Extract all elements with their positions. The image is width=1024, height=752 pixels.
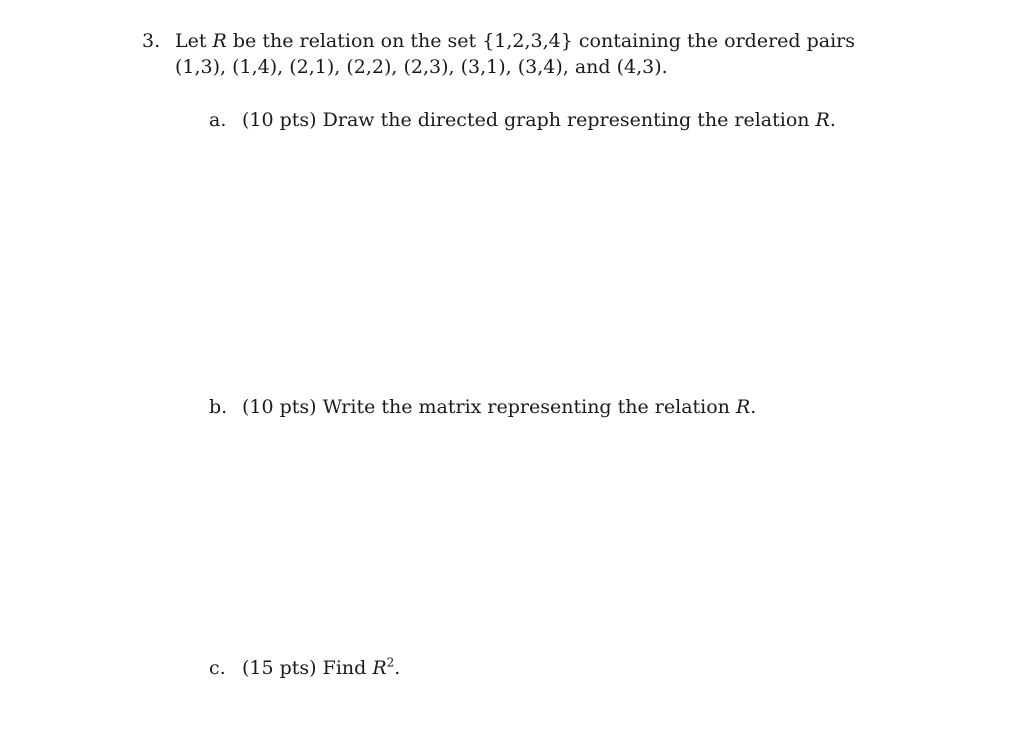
part-b-question xyxy=(242,394,909,420)
problem-line-2: (1,3), (1,4), (2,1), (2,2), (2,3), (3,1), (3,4), and (4,3). xyxy=(175,56,668,78)
part-c xyxy=(209,655,909,681)
part-c-relation-symbol: R xyxy=(372,657,387,679)
part-a-period: . xyxy=(829,109,836,131)
part-c-text: (15 pts) Find xyxy=(242,657,373,679)
part-b xyxy=(209,394,909,420)
problem-3 xyxy=(142,28,882,80)
problem-line-1-start: Let xyxy=(175,30,213,52)
part-a-question xyxy=(242,107,909,133)
problem-line-1 xyxy=(175,28,882,54)
problem-line-1-end: be the relation on the set {1,2,3,4} containing the ordered pairs xyxy=(226,30,856,52)
relation-symbol: R xyxy=(212,30,227,52)
part-b-period: . xyxy=(750,396,757,418)
part-a-text: (10 pts) Draw the directed graph representing the relation xyxy=(242,109,816,131)
part-b-letter: b. xyxy=(209,396,228,418)
part-a-relation-symbol: R xyxy=(815,109,830,131)
part-b-text: (10 pts) Write the matrix representing the relation xyxy=(242,396,736,418)
part-a xyxy=(209,107,909,133)
problem-number: 3. xyxy=(142,30,161,52)
part-c-period: . xyxy=(394,657,401,679)
part-b-relation-symbol: R xyxy=(735,396,751,418)
part-c-exponent: 2 xyxy=(386,655,395,670)
problem-statement xyxy=(175,28,882,80)
part-c-question xyxy=(242,655,909,681)
part-a-answer-space[interactable] xyxy=(209,140,909,380)
part-a-letter: a. xyxy=(209,109,227,131)
part-b-answer-space[interactable] xyxy=(209,427,909,642)
part-c-letter: c. xyxy=(209,657,226,679)
